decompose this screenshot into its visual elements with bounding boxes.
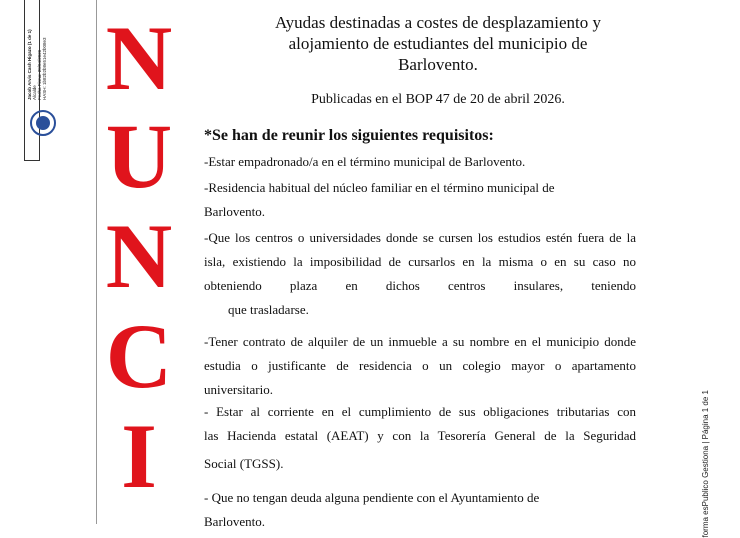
requirement-5: - Estar al corriente en el cumplimiento de sus obligaciones tributarias con las Hacienda estatal (AEAT) y con la Tesorería General de la Seguridad Social (TGSS). xyxy=(204,404,636,471)
title-line: alojamiento de estudiantes del municipio de xyxy=(288,34,588,53)
signature-hash: HASH: 1b82b2b8e51e42b08e3 xyxy=(42,37,47,100)
requirement-4: -Tener contrato de alquiler de un inmueble a su nombre en el municipio donde estudia o justificante de residencia o un colegio mayor o apartamento universitario. xyxy=(204,334,636,397)
digital-signature-info xyxy=(27,4,47,100)
signature-date: Fecha Firma: 20/04/2026 xyxy=(37,49,42,100)
requirement-6: - Que no tengan deuda alguna pendiente con el Ayuntamiento de Barlovento. xyxy=(204,490,540,529)
title-line: Barlovento. xyxy=(398,55,478,74)
margin-divider xyxy=(96,0,97,524)
page-footer-note: forma esPublico Gestiona | Página 1 de 1 xyxy=(701,390,710,538)
banner-letter: C xyxy=(105,305,173,407)
municipal-seal-icon xyxy=(30,110,56,136)
requirements-heading: *Se han de reunir los siguientes requisitos: xyxy=(204,127,494,144)
banner-letter: I xyxy=(121,405,157,507)
requirement-2: -Residencia habitual del núcleo familiar en el término municipal de Barlovento. xyxy=(204,180,555,219)
signer-name: Jacob Arvis Cash Higazo (1 de 1) xyxy=(27,29,32,100)
title-line: Ayudas destinadas a costes de desplazamiento y xyxy=(274,13,602,32)
banner-letter: U xyxy=(105,105,173,207)
signer-role: Alcalde xyxy=(32,85,37,100)
banner-letter: N xyxy=(105,7,173,109)
requirement-1: -Estar empadronado/a en el término municipal de Barlovento. xyxy=(204,154,526,169)
banner-letter: N xyxy=(105,205,173,307)
requirement-3: -Que los centros o universidades donde se cursen los estudios estén fuera de la isla, existiendo la imposibilidad de cursarlos en la misma o en su caso no obteniendo plaza en dichos centros insulares, teniendo que trasladarse. xyxy=(204,230,636,317)
document-title xyxy=(200,12,676,75)
publication-note: Publicadas en el BOP 47 de 20 de abril 2026. xyxy=(311,92,565,107)
